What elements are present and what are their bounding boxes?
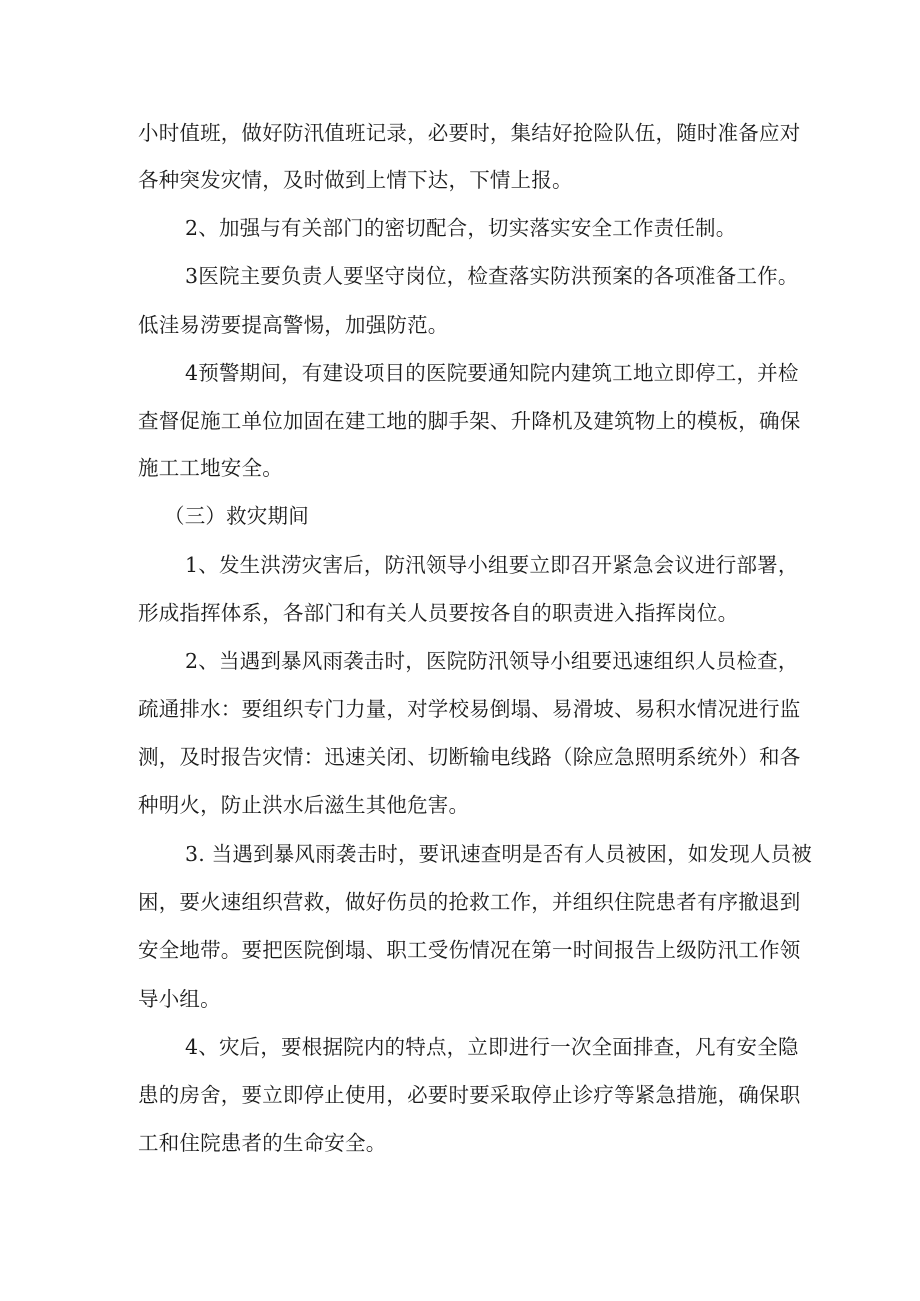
- text-line: 安全地带。要把医院倒塌、职工受伤情况在第一时间报告上级防汛工作领: [138, 938, 801, 962]
- text-line: 施工工地安全。: [138, 456, 283, 480]
- text-line: 4、灾后，要根据院内的特点，立即进行一次全面排查，凡有安全隐: [185, 1035, 799, 1059]
- text-line: 导小组。: [138, 987, 221, 1011]
- text-line: 形成指挥体系，各部门和有关人员要按各自的职责进入指挥岗位。: [138, 601, 739, 625]
- text-line: 测，及时报告灾情：迅速关闭、切断输电线路（除应急照明系统外）和各: [138, 745, 801, 769]
- text-line: 1、发生洪涝灾害后，防汛领导小组要立即召开紧急会议进行部署，: [185, 553, 799, 577]
- text-line: 2、加强与有关部门的密切配合，切实落实安全工作责任制。: [185, 216, 737, 240]
- text-line: 4预警期间，有建设项目的医院要通知院内建筑工地立即停工，并检: [185, 361, 799, 385]
- text-line: 患的房舍，要立即停止使用，必要时要采取停止诊疗等紧急措施，确保职: [138, 1083, 801, 1107]
- text-line: 2、当遇到暴风雨袭击时，医院防汛领导小组要迅速组织人员检查，: [185, 649, 799, 673]
- text-line: 查督促施工单位加固在建工地的脚手架、升降机及建筑物上的模板，确保: [138, 409, 801, 433]
- text-line: 困，要火速组织营救，做好伤员的抢救工作，并组织住院患者有序撤退到: [138, 890, 801, 914]
- text-line: 小时值班，做好防汛值班记录，必要时，集结好抢险队伍，随时准备应对: [138, 121, 801, 145]
- text-line: 3医院主要负责人要坚守岗位，检查落实防洪预案的各项准备工作。: [185, 264, 799, 288]
- text-line: 各种突发灾情，及时做到上情下达，下情上报。: [138, 168, 573, 192]
- text-line: 3. 当遇到暴风雨袭击时，要讯速查明是否有人员被困，如发现人员被: [185, 842, 812, 866]
- text-line: 疏通排水：要组织专门力量，对学校易倒塌、易滑坡、易积水情况进行监: [138, 697, 801, 721]
- text-line: 种明火，防止洪水后滋生其他危害。: [138, 793, 470, 817]
- section-heading: （三）救灾期间: [164, 504, 309, 528]
- text-line: 工和住院患者的生命安全。: [138, 1131, 387, 1155]
- text-line: 低洼易涝要提高警惕，加强防范。: [138, 313, 449, 337]
